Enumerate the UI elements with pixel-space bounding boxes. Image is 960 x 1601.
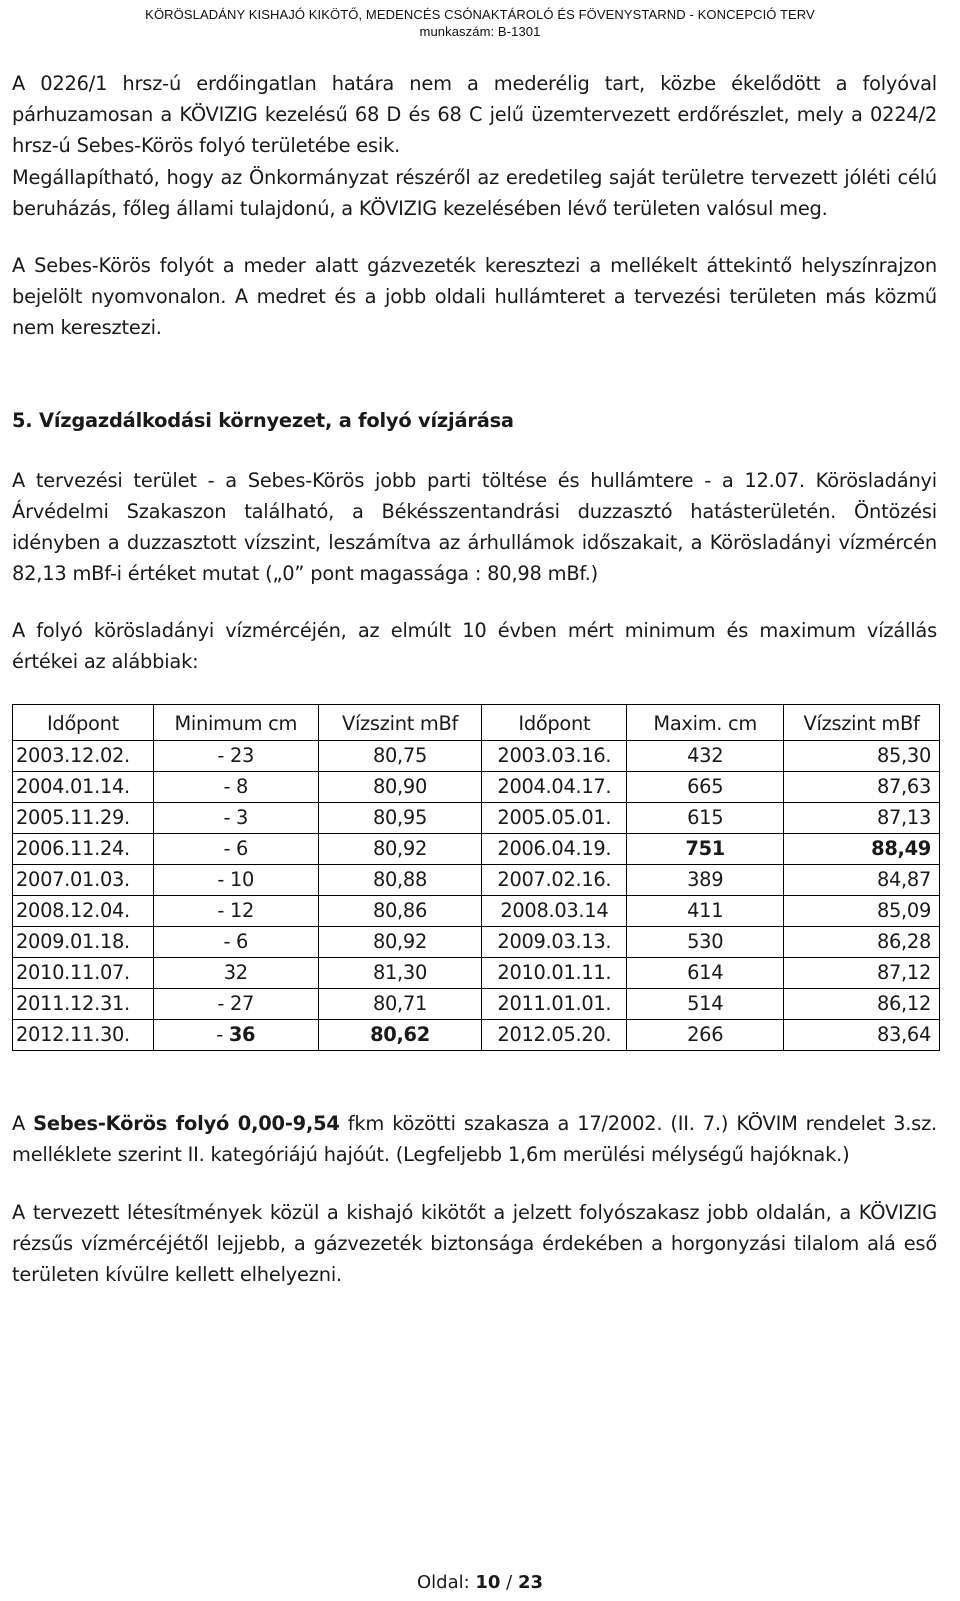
paragraph-investment-location: Megállapítható, hogy az Önkormányzat részéről az eredetileg saját területre tervezett jóléti célú beruházás, főleg állami tulajdonú, a KÖVIZIG kezelésében lévő területen valósul meg. bbox=[12, 166, 937, 220]
cell-min-date: 2012.11.30. bbox=[13, 1020, 154, 1051]
table-row bbox=[13, 834, 940, 865]
cell-min-cm: - 8 bbox=[153, 772, 318, 803]
cell-max-cm: 389 bbox=[627, 865, 784, 896]
water-level-table bbox=[12, 704, 940, 1051]
table-row bbox=[13, 896, 940, 927]
cell-min-cm: - 23 bbox=[153, 741, 318, 772]
cell-min-level: 80,95 bbox=[318, 803, 482, 834]
cell-min-level: 80,88 bbox=[318, 865, 482, 896]
cell-min-level: 80,71 bbox=[318, 989, 482, 1020]
paragraph-forest-boundary: A 0226/1 hrsz-ú erdőingatlan határa nem a mederélig tart, közbe ékelődött a folyóval párhuzamosan a KÖVIZIG kezelésű 68 D és 68 C jelű üzemtervezett erdőrészlet, mely a 0224/2 hrsz-ú Sebes-Körös folyó területébe esik. bbox=[12, 72, 937, 157]
table-row bbox=[13, 741, 940, 772]
paragraph-planning-area: A tervezési terület - a Sebes-Körös jobb parti töltése és hullámtere - a 12.07. Körösladányi Árvédelmi Szakaszon található, a Békésszentandrási duzzasztó hatásterületén. Öntözési idényben a duzzasztott vízszint, leszámítva az árhullámok időszakait, a Körösladányi vízmércén 82,13 mBf-i értéket mutat („0” pont magassága : 80,98 mBf.) bbox=[12, 469, 937, 585]
cell-max-date: 2010.01.11. bbox=[482, 958, 627, 989]
cell-max-level: 88,49 bbox=[784, 834, 940, 865]
table-row bbox=[13, 1020, 940, 1051]
cell-max-cm: 665 bbox=[627, 772, 784, 803]
header-cell-min-cm: Minimum cm bbox=[153, 705, 318, 741]
cell-max-level: 86,12 bbox=[784, 989, 940, 1020]
cell-min-level: 80,86 bbox=[318, 896, 482, 927]
cell-min-date: 2004.01.14. bbox=[13, 772, 154, 803]
cell-max-date: 2006.04.19. bbox=[482, 834, 627, 865]
cell-min-date: 2010.11.07. bbox=[13, 958, 154, 989]
cell-max-date: 2004.04.17. bbox=[482, 772, 627, 803]
table-row bbox=[13, 865, 940, 896]
cell-min-date: 2007.01.03. bbox=[13, 865, 154, 896]
paragraph-gas-pipeline: A Sebes-Körös folyót a meder alatt gázvezeték keresztezi a mellékelt áttekintő helyszínrajzon bejelölt nyomvonalon. A medret és a jobb oldali hullámteret a tervezési területen más közmű nem keresztezi. bbox=[12, 254, 937, 339]
table-row bbox=[13, 772, 940, 803]
cell-max-date: 2008.03.14 bbox=[482, 896, 627, 927]
section-title: 5. Vízgazdálkodási környezet, a folyó vízjárása bbox=[12, 409, 514, 432]
cell-min-date: 2011.12.31. bbox=[13, 989, 154, 1020]
document-title: KÖRÖSLADÁNY KISHAJÓ KIKÖTŐ, MEDENCÉS CSÓNAKTÁROLÓ ÉS FÖVENYSTARND - KONCEPCIÓ TERV bbox=[145, 7, 815, 22]
document-body bbox=[12, 68, 937, 1290]
paragraph-navigation-class: A Sebes-Körös folyó 0,00-9,54 fkm közötti szakasza a 17/2002. (II. 7.) KÖVIM rendelet 3.sz. melléklete szerint II. kategóriájú hajóút. (Legfeljebb 1,6m merülési mélységű hajóknak.) bbox=[12, 1112, 938, 1166]
cell-max-cm: 615 bbox=[627, 803, 784, 834]
page-current: 10 bbox=[475, 1572, 501, 1593]
page-footer bbox=[0, 1571, 960, 1595]
cell-max-cm: 514 bbox=[627, 989, 784, 1020]
header-cell-max-date: Időpont bbox=[482, 705, 627, 741]
cell-min-level: 80,92 bbox=[318, 834, 482, 865]
cell-min-date: 2008.12.04. bbox=[13, 896, 154, 927]
cell-min-level: 80,62 bbox=[318, 1020, 482, 1051]
paragraph-harbour-placement: A tervezett létesítmények közül a kishajó kikötőt a jelzett folyószakasz jobb oldalán, a KÖVIZIG rézsűs vízmércéjétől lejjebb, a gázvezeték biztonsága érdekében a horgonyzási tilalom alá eső területen kívülre kellett elhelyezni. bbox=[12, 1201, 937, 1286]
cell-max-level: 85,09 bbox=[784, 896, 940, 927]
cell-max-cm: 614 bbox=[627, 958, 784, 989]
table-row bbox=[13, 958, 940, 989]
cell-min-cm: - 3 bbox=[153, 803, 318, 834]
river-section-emphasis: Sebes-Körös folyó 0,00-9,54 bbox=[33, 1112, 340, 1135]
header-cell-max-cm: Maxim. cm bbox=[627, 705, 784, 741]
cell-max-level: 84,87 bbox=[784, 865, 940, 896]
cell-min-cm: - 6 bbox=[153, 927, 318, 958]
cell-min-level: 80,92 bbox=[318, 927, 482, 958]
cell-max-level: 87,13 bbox=[784, 803, 940, 834]
page-header bbox=[0, 6, 960, 40]
page-separator: / bbox=[500, 1572, 518, 1593]
cell-min-date: 2005.11.29. bbox=[13, 803, 154, 834]
cell-min-level: 80,90 bbox=[318, 772, 482, 803]
cell-min-level: 80,75 bbox=[318, 741, 482, 772]
cell-min-cm: - 10 bbox=[153, 865, 318, 896]
cell-min-level: 81,30 bbox=[318, 958, 482, 989]
table-row bbox=[13, 989, 940, 1020]
cell-min-cm: - 12 bbox=[153, 896, 318, 927]
cell-max-cm: 411 bbox=[627, 896, 784, 927]
cell-max-level: 85,30 bbox=[784, 741, 940, 772]
project-number: munkaszám: B-1301 bbox=[419, 24, 541, 39]
cell-max-cm: 530 bbox=[627, 927, 784, 958]
cell-max-level: 86,28 bbox=[784, 927, 940, 958]
cell-max-date: 2003.03.16. bbox=[482, 741, 627, 772]
cell-min-cm: 32 bbox=[153, 958, 318, 989]
cell-min-cm: - 36 bbox=[153, 1020, 318, 1051]
cell-min-date: 2006.11.24. bbox=[13, 834, 154, 865]
paragraph-gauge-intro: A folyó körösladányi vízmércéjén, az elmúlt 10 évben mért minimum és maximum vízállás értékei az alábbiak: bbox=[12, 619, 937, 673]
table-row bbox=[13, 927, 940, 958]
cell-max-cm: 432 bbox=[627, 741, 784, 772]
table-body bbox=[13, 741, 940, 1051]
cell-min-date: 2009.01.18. bbox=[13, 927, 154, 958]
cell-min-cm: - 27 bbox=[153, 989, 318, 1020]
cell-min-cm: - 6 bbox=[153, 834, 318, 865]
page-label: Oldal: bbox=[416, 1572, 476, 1593]
cell-max-cm: 266 bbox=[627, 1020, 784, 1051]
cell-max-level: 83,64 bbox=[784, 1020, 940, 1051]
header-cell-min-date: Időpont bbox=[13, 705, 154, 741]
cell-max-date: 2009.03.13. bbox=[482, 927, 627, 958]
cell-max-date: 2005.05.01. bbox=[482, 803, 627, 834]
cell-max-level: 87,12 bbox=[784, 958, 940, 989]
cell-min-date: 2003.12.02. bbox=[13, 741, 154, 772]
cell-max-cm: 751 bbox=[627, 834, 784, 865]
cell-max-level: 87,63 bbox=[784, 772, 940, 803]
page-total: 23 bbox=[517, 1572, 544, 1593]
cell-max-date: 2012.05.20. bbox=[482, 1020, 627, 1051]
header-cell-min-level: Vízszint mBf bbox=[318, 705, 482, 741]
cell-max-date: 2011.01.01. bbox=[482, 989, 627, 1020]
header-cell-max-level: Vízszint mBf bbox=[784, 705, 940, 741]
table-row bbox=[13, 803, 940, 834]
table-header-row bbox=[13, 705, 940, 741]
cell-max-date: 2007.02.16. bbox=[482, 865, 627, 896]
